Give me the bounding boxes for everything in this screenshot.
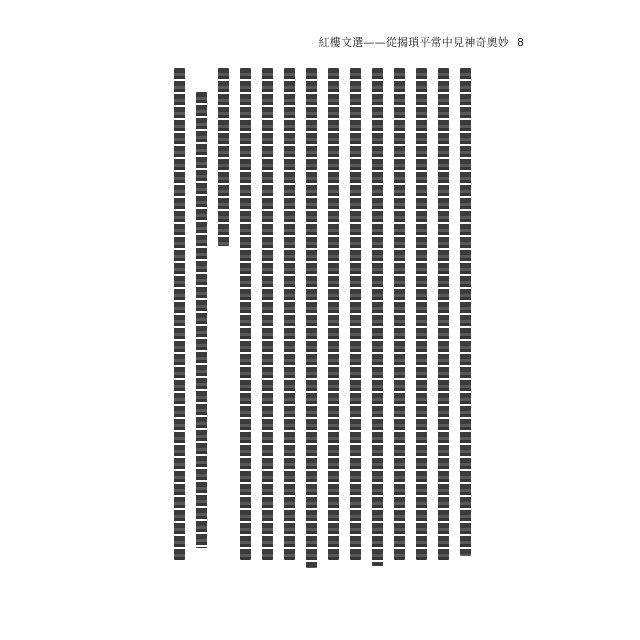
running-header [319,37,524,48]
running-title: 紅樓文選——從揭瑣平常中見神奇奧妙 [318,36,509,49]
vertical-text-block [190,68,472,586]
text-column [239,68,252,586]
text-column [173,68,186,586]
text-column [459,68,472,586]
page-number: 8 [517,36,524,49]
text-column [415,68,428,586]
text-column [327,68,340,586]
text-column [437,68,450,586]
text-column [371,68,384,586]
text-column [283,68,296,586]
text-column [305,68,318,586]
text-column [393,68,406,586]
text-column [261,68,274,586]
text-column [195,68,208,586]
text-column [217,68,230,586]
text-column [349,68,362,586]
